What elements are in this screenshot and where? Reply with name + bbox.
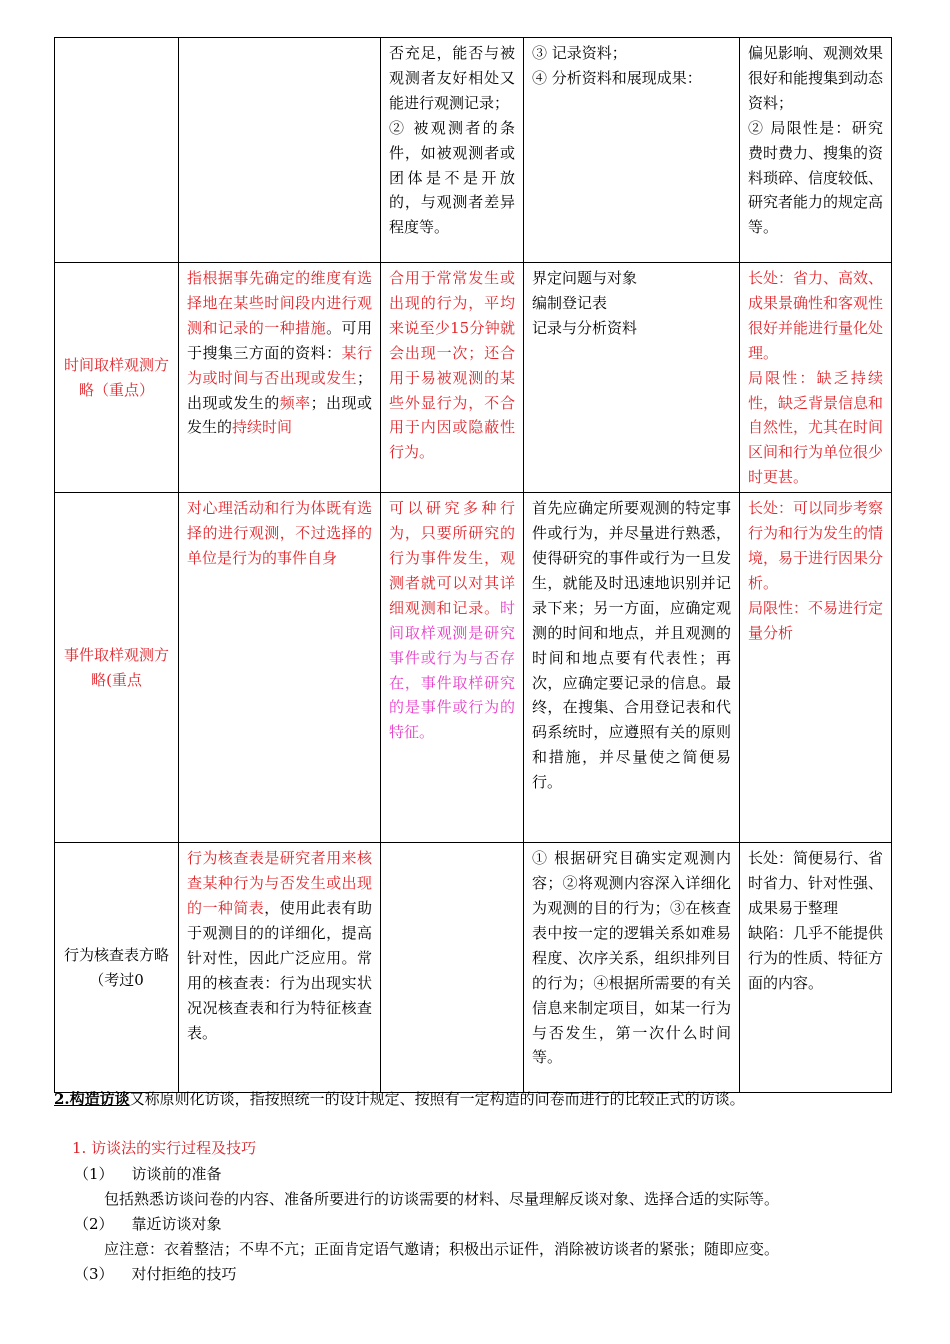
definition-cell — [179, 38, 381, 263]
table-row — [55, 38, 892, 263]
table-row — [55, 843, 892, 1093]
definition-cell — [179, 843, 381, 1093]
cell-text: 指根据事先确定的维度有选择地在某些时间段内进行观测和记录的一种措施 — [187, 269, 372, 337]
cell-text: 偏见影响、观测效果很好和能搜集到动态资料； — [748, 44, 884, 112]
cell-text: ① 根据研究目确实定观测内容；②将观测内容深入详细化为观测的目的行为；③在核查表中按一定的逻辑关系如难易程度、次序关系，组织排列目的行为；④根据所需要的有关信息来制定项目，如某一行为与否发生，第一次什么时间等。 — [532, 849, 731, 1067]
item-number: （2） — [74, 1215, 114, 1233]
list-item — [74, 1212, 914, 1236]
steps-cell — [524, 38, 740, 263]
cell-text: 局限性：不易进行定量分析 — [748, 598, 884, 642]
cell-text: ；出现或发生的 — [187, 368, 372, 412]
cell-text: 。可用于搜集三方面的资料： — [187, 318, 372, 362]
strategy-label: 事件取样观测方略(重点 — [55, 493, 179, 843]
cell-text: 长处：省力、高效、成果景确性和客观性很好并能进行量化处理。 — [748, 269, 884, 362]
item-title: 靠近访谈对象 — [131, 1215, 222, 1233]
definition-cell — [179, 493, 381, 843]
table-row — [55, 493, 892, 843]
list-item — [74, 1162, 914, 1186]
table-row — [55, 263, 892, 493]
cell-text: ；出现或发生的 — [187, 393, 372, 437]
item-body: 应注意：衣着整洁；不卑不亢；正面肯定语气邀请；积极出示证件，消除被访谈者的紧张；随即应变。 — [104, 1240, 780, 1258]
strategy-label: 行为核查表方略（考过0 — [55, 843, 179, 1093]
cell-text: 否充足，能否与被观测者友好相处又能进行观测记录； — [389, 44, 515, 112]
cell-text: ④ 分析资料和展现成果： — [532, 68, 702, 87]
cell-text: 长处：简便易行、省时省力、针对性强、成果易于整理 — [748, 849, 884, 917]
steps-cell — [524, 263, 740, 493]
cell-text: 记录与分析资料 — [532, 318, 638, 337]
item-title: 访谈前的准备 — [131, 1165, 222, 1183]
strategy-label — [55, 38, 179, 263]
evaluation-cell — [740, 38, 892, 263]
cell-text: 行为核查表是研究者用来核查某种行为与否发生或出现的一种简表 — [187, 849, 372, 917]
structured-interview-text: 又称原则化访谈，指按照统一的设计规定、按照有一定构造的问卷而进行的比较正式的访谈。 — [129, 1090, 745, 1108]
structured-interview-title: 2.构造访谈 — [54, 1090, 130, 1108]
evaluation-cell — [740, 843, 892, 1093]
cell-text: ② 被观测者的条件，如被观测者或团体是不是开放的，与观测者差异程度等。 — [389, 118, 515, 237]
item-title: 对付拒绝的技巧 — [131, 1265, 237, 1283]
definition-cell — [179, 263, 381, 493]
evaluation-cell — [740, 263, 892, 493]
cell-text: 合用于常常发生或出现的行为，平均来说至少15分钟就会出现一次；还合用于易被观测的某些外显行为，不合用于内因或隐蔽性行为。 — [389, 269, 515, 462]
cell-text: 对心理活动和行为体既有选择的进行观测，不过选择的单位是行为的事件自身 — [187, 499, 372, 567]
steps-cell — [524, 843, 740, 1093]
scope-cell — [381, 263, 524, 493]
scope-cell — [381, 38, 524, 263]
cell-text: 持续时间 — [232, 418, 293, 437]
cell-text: 缺陷：几乎不能提供行为的性质、特征方面的内容。 — [748, 923, 884, 992]
cell-text: 某行为或时间与否出现或发生 — [187, 343, 372, 387]
cell-text: 局限性：缺乏持续性，缺乏背景信息和自然性，尤其在时间区间和行为单位很少时更甚。 — [748, 368, 884, 487]
cell-text: ，使用此表有助于观测目的的详细化，提高针对性，因此广泛应用。常用的核查表：行为出现实状况况核查表和行为特征核查表。 — [187, 898, 372, 1042]
strategy-label: 时间取样观测方略（重点） — [55, 263, 179, 493]
cell-text: 频率 — [279, 393, 311, 412]
scope-cell — [381, 493, 524, 843]
cell-text: 编制登记表 — [532, 293, 608, 312]
cell-text: 可以研究多种行为，只要所研究的行为事件发生，观测者就可以对其详细观测和记录。 — [389, 499, 515, 617]
cell-text: ③ 记录资料； — [532, 44, 627, 62]
item-number: （3） — [74, 1265, 114, 1283]
cell-text: ② 局限性是：研究费时费力、搜集的资料琐碎、信度较低、研究者能力的规定高等。 — [748, 118, 884, 237]
cell-text: 长处：可以同步考察行为和行为发生的情境，易于进行因果分析。 — [748, 499, 884, 592]
section-heading: 1. 访谈法的实行过程及技巧 — [72, 1139, 257, 1157]
item-number: （1） — [74, 1165, 114, 1183]
item-body: 包括熟悉访谈问卷的内容、准备所要进行的访谈需要的材料、尽量理解反谈对象、选择合适的实际等。 — [104, 1190, 780, 1208]
evaluation-cell — [740, 493, 892, 843]
cell-text: 时间取样观测是研究事件或行为与否存在，事件取样研究的是事件或行为的特征。 — [389, 598, 515, 742]
cell-text: 界定问题与对象 — [532, 269, 638, 287]
list-item — [74, 1262, 914, 1286]
steps-cell — [524, 493, 740, 843]
scope-cell — [381, 843, 524, 1093]
structured-interview-paragraph — [54, 1087, 894, 1111]
observation-strategy-table — [54, 37, 892, 1093]
cell-text: 首先应确定所要观测的特定事件或行为，并尽量进行熟悉，使得研究的事件或行为一旦发生，就能及时迅速地识别并记录下来；另一方面，应确定观测的时间和地点，并且观测的时间和地点要有代表性；再次，应确定要记录的信息。最终，在搜集、合用登记表和代码系统时，应遵照有关的原则和措施，并尽量使之简便易行。 — [532, 499, 731, 792]
